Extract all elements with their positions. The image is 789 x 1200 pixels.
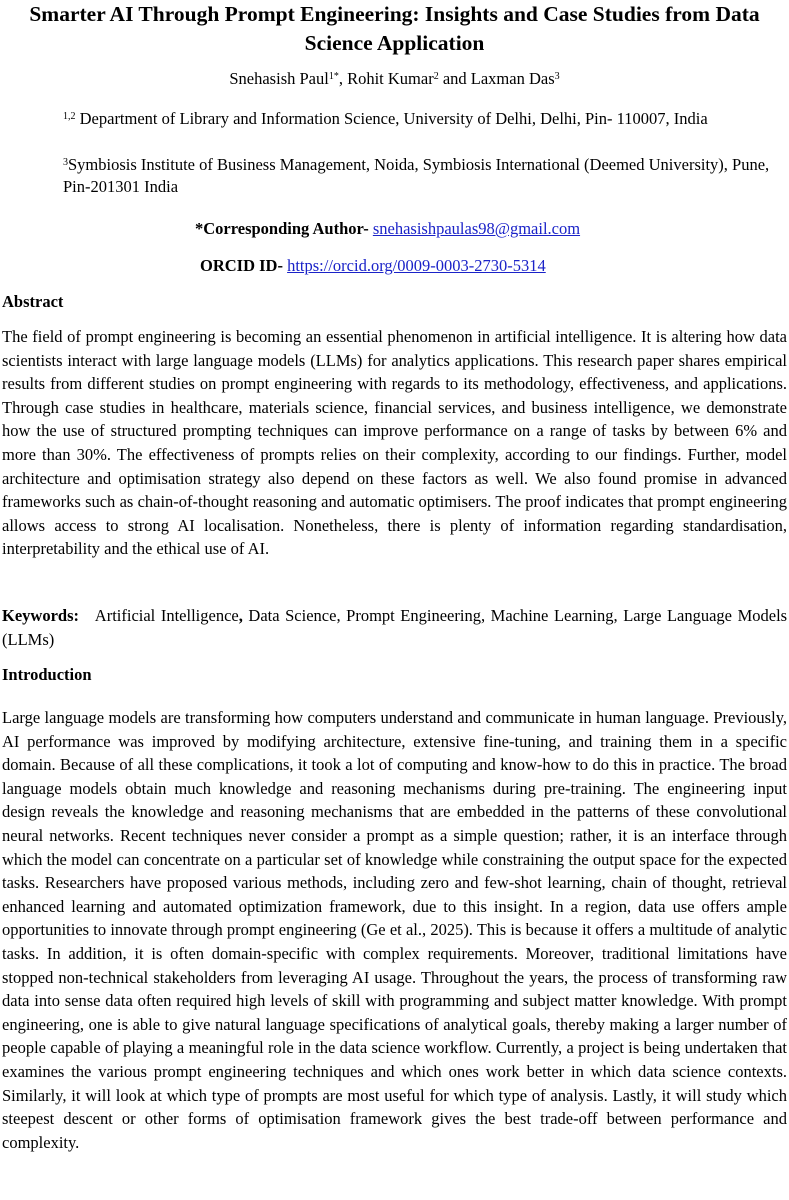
affiliation-marker: 3 (63, 157, 68, 168)
keyword-item: Data Science (248, 606, 337, 625)
paper-title: Smarter AI Through Prompt Engineering: Insights and Case Studies from Data Science Application (29, 2, 760, 55)
author-list (0, 68, 789, 90)
keywords: Keywords: Artificial Intelligence, Data Science, Prompt Engineering, Machine Learning, Large Language Models (LLMs) (2, 606, 788, 649)
corresponding-author-label: *Corresponding Author- (195, 219, 369, 238)
affiliation-text: Department of Library and Information Science, University of Delhi, Delhi, Pin- 110007, India (75, 109, 708, 128)
author-name: Laxman Das (470, 69, 555, 88)
keywords-label: Keywords: (2, 606, 79, 625)
orcid-line (200, 255, 546, 277)
author-affiliation-marker: 1* (328, 71, 339, 82)
affiliation-marker: 1,2 (63, 111, 76, 122)
orcid-label: ORCID ID- (200, 256, 283, 275)
abstract-text: The field of prompt engineering is becoming an essential phenomenon in artificial intelligence. It is altering how data scientists interact with large language models (LLMs) for analytics applications. This research paper shares empirical results from different studies on prompt engineering with regards to its methodology, effectiveness, and applications. Through case studies in healthcare, materials science, financial services, and business intelligence, we demonstrate how the use of structured prompting techniques can improve performance on a range of tasks by between 6% and more than 30%. The effectiveness of prompts relies on their complexity, according to our findings. Further, model architecture and optimisation strategy also depend on these factors as well. We also found promise in advanced frameworks such as chain-of-thought reasoning and automatic optimisers. The proof indicates that prompt engineering allows access to strong AI localisation. Nonetheless, there is plenty of information regarding standardisation, interpretability and the ethical use of AI. (2, 327, 787, 559)
author-name: Rohit Kumar (347, 69, 434, 88)
affiliation-text: Symbiosis Institute of Business Management, Noida, Symbiosis International (Deemed University), Pune, Pin-201301 India (63, 155, 770, 196)
keyword-item: Large Language Models (LLMs) (2, 606, 788, 649)
introduction-heading: Introduction (2, 665, 92, 684)
keyword-item: Artificial Intelligence (94, 606, 239, 625)
corresponding-email-link[interactable]: snehasishpaulas98@gmail.com (372, 219, 581, 238)
author-affiliation-marker: 2 (433, 71, 439, 82)
corresponding-author (195, 218, 580, 240)
keyword-item: Prompt Engineering (346, 606, 481, 625)
keyword-item: Machine Learning (490, 606, 614, 625)
introduction-text: Large language models are transforming how computers understand and communicate in human language. Previously, AI performance was improved by modifying architecture, extensive fine-tuning, and training them in a specific domain. Because of all these complications, it took a lot of computing and know-how to do this in practice. The broad language models obtain much knowledge and reasoning mechanisms during pre-training. The engineering input design reveals the knowledge and reasoning mechanisms that are embedded in the patterns of these convolutional neural networks. Recent techniques never consider a prompt as a simple question; rather, it is an interface through which the model can concentrate on a particular set of knowledge while constraining the output space for the expected tasks. Researchers have proposed various methods, including zero and few-shot learning, chain of thought, retrieval enhanced learning and automated optimization framework, due to this insight. In a region, data use offers ample opportunities to innovate through prompt engineering (Ge et al., 2025). This is because it offers a multitude of analytic tasks. In addition, it is often domain-specific with complex requirements. Moreover, traditional limitations have stopped non-technical stakeholders from leveraging AI usage. Throughout the years, the process of transforming raw data into sense data often required high levels of skill with programming and subject matter knowledge. With prompt engineering, one is able to give natural language specifications of analytical goals, thereby making a larger number of people capable of playing a meaningful role in the data science workflow. Currently, a project is being undertaken that examines the various prompt engineering techniques and which ones work better in which data science contexts. Similarly, it will look at which type of prompts are most useful for which type of analysis. Lastly, it will study which steepest descent or other forms of optimisation framework gives the best trade-off between performance and complexity. (2, 708, 787, 1152)
author-separator: , (338, 69, 348, 88)
abstract-heading: Abstract (2, 292, 64, 311)
author-affiliation-marker: 3 (554, 71, 560, 82)
affiliation-2 (63, 154, 778, 198)
affiliation-1 (63, 108, 778, 130)
orcid-link[interactable]: https://orcid.org/0009-0003-2730-5314 (287, 256, 546, 275)
author-separator: and (438, 69, 471, 88)
author-name: Snehasish Paul (229, 69, 329, 88)
